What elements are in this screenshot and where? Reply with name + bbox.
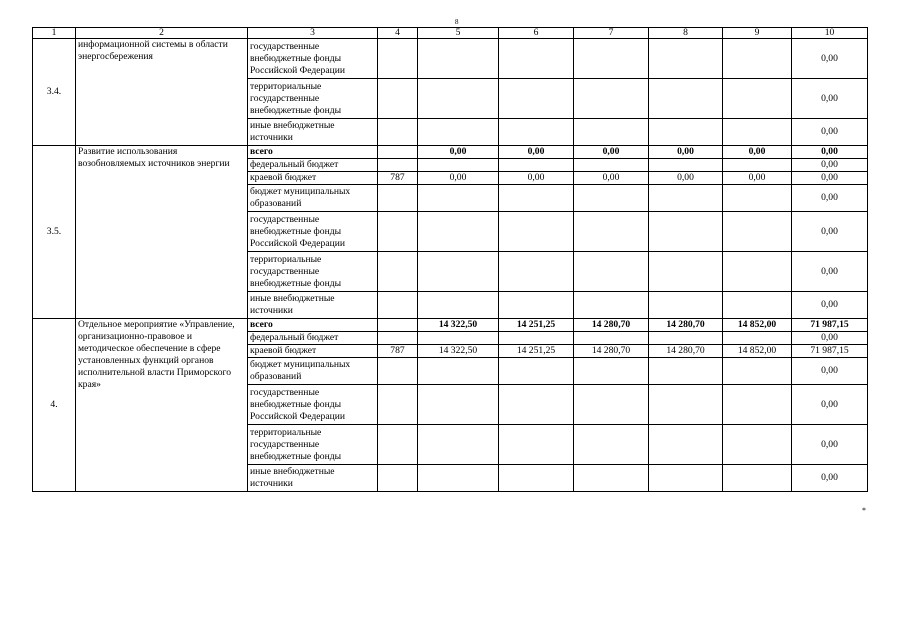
value-cell-c6	[499, 185, 574, 212]
funding-source: всего	[248, 319, 378, 332]
value-cell-c9	[723, 79, 792, 119]
value-cell-c8	[649, 79, 723, 119]
section-description: Отдельное мероприятие «Управление, организационно-правовое и методическое обеспечение в сфере установленных функций органов исполнительной власти Приморского края»	[76, 319, 248, 492]
value-cell-c10: 0,00	[792, 212, 868, 252]
value-cell-c4	[378, 425, 418, 465]
value-cell-c9	[723, 212, 792, 252]
value-cell-c6: 14 251,25	[499, 319, 574, 332]
value-cell-c9	[723, 358, 792, 385]
value-cell-c8	[649, 465, 723, 492]
header-cell: 1	[33, 28, 76, 39]
table-row	[33, 319, 868, 332]
value-cell-c7	[574, 212, 649, 252]
value-cell-c7: 0,00	[574, 172, 649, 185]
value-cell-c8: 0,00	[649, 172, 723, 185]
header-cell: 5	[418, 28, 499, 39]
value-cell-c5	[418, 185, 499, 212]
value-cell-c4	[378, 39, 418, 79]
value-cell-c6	[499, 159, 574, 172]
header-row	[33, 28, 868, 39]
header-cell: 3	[248, 28, 378, 39]
value-cell-c6: 14 251,25	[499, 345, 574, 358]
value-cell-c6	[499, 39, 574, 79]
section-number: 3.5.	[33, 146, 76, 319]
value-cell-c4	[378, 292, 418, 319]
value-cell-c10: 0,00	[792, 146, 868, 159]
value-cell-c6	[499, 332, 574, 345]
value-cell-c10: 0,00	[792, 119, 868, 146]
value-cell-c7	[574, 159, 649, 172]
value-cell-c4	[378, 465, 418, 492]
value-cell-c6	[499, 119, 574, 146]
value-cell-c6: 0,00	[499, 172, 574, 185]
value-cell-c9	[723, 292, 792, 319]
header-cell: 9	[723, 28, 792, 39]
value-cell-c9	[723, 252, 792, 292]
value-cell-c9	[723, 185, 792, 212]
value-cell-c6	[499, 252, 574, 292]
value-cell-c8	[649, 252, 723, 292]
funding-source: краевой бюджет	[248, 172, 378, 185]
value-cell-c6	[499, 465, 574, 492]
funding-source: федеральный бюджет	[248, 332, 378, 345]
value-cell-c4: 787	[378, 172, 418, 185]
value-cell-c4	[378, 358, 418, 385]
value-cell-c5: 0,00	[418, 146, 499, 159]
value-cell-c5	[418, 292, 499, 319]
table-row	[33, 39, 868, 79]
funding-source: федеральный бюджет	[248, 159, 378, 172]
value-cell-c10: 71 987,15	[792, 345, 868, 358]
value-cell-c7	[574, 332, 649, 345]
value-cell-c9: 0,00	[723, 172, 792, 185]
value-cell-c6	[499, 212, 574, 252]
value-cell-c5	[418, 385, 499, 425]
value-cell-c7	[574, 292, 649, 319]
value-cell-c10: 0,00	[792, 358, 868, 385]
value-cell-c10: 0,00	[792, 385, 868, 425]
value-cell-c8	[649, 119, 723, 146]
table-row	[33, 146, 868, 159]
value-cell-c9	[723, 332, 792, 345]
value-cell-c10: 0,00	[792, 39, 868, 79]
value-cell-c7	[574, 425, 649, 465]
funding-source: бюджет муниципальных образований	[248, 185, 378, 212]
value-cell-c6	[499, 358, 574, 385]
header-cell: 8	[649, 28, 723, 39]
header-cell: 6	[499, 28, 574, 39]
value-cell-c4	[378, 212, 418, 252]
funding-source: государственные внебюджетные фонды Российской Федерации	[248, 39, 378, 79]
section-number: 3.4.	[33, 39, 76, 146]
section-description: информационной системы в области энергосбережения	[76, 39, 248, 146]
value-cell-c6	[499, 292, 574, 319]
value-cell-c5	[418, 358, 499, 385]
funding-source: государственные внебюджетные фонды Российской Федерации	[248, 212, 378, 252]
funding-source: государственные внебюджетные фонды Российской Федерации	[248, 385, 378, 425]
section-number: 4.	[33, 319, 76, 492]
value-cell-c8	[649, 332, 723, 345]
header-cell: 7	[574, 28, 649, 39]
value-cell-c7: 0,00	[574, 146, 649, 159]
value-cell-c8	[649, 39, 723, 79]
value-cell-c10: 0,00	[792, 79, 868, 119]
value-cell-c7	[574, 39, 649, 79]
value-cell-c4: 787	[378, 345, 418, 358]
value-cell-c7	[574, 185, 649, 212]
value-cell-c7: 14 280,70	[574, 319, 649, 332]
value-cell-c8: 14 280,70	[649, 345, 723, 358]
header-cell: 4	[378, 28, 418, 39]
value-cell-c9: 14 852,00	[723, 319, 792, 332]
value-cell-c8	[649, 212, 723, 252]
value-cell-c10: 71 987,15	[792, 319, 868, 332]
value-cell-c4	[378, 159, 418, 172]
footer-mark: *	[862, 506, 866, 515]
value-cell-c7	[574, 252, 649, 292]
value-cell-c5	[418, 159, 499, 172]
value-cell-c5	[418, 119, 499, 146]
section-description: Развитие использования возобновляемых источников энергии	[76, 146, 248, 319]
value-cell-c5	[418, 465, 499, 492]
funding-source: территориальные государственные внебюджетные фонды	[248, 79, 378, 119]
funding-source: иные внебюджетные источники	[248, 119, 378, 146]
value-cell-c8	[649, 292, 723, 319]
value-cell-c5	[418, 332, 499, 345]
value-cell-c9: 0,00	[723, 146, 792, 159]
value-cell-c7: 14 280,70	[574, 345, 649, 358]
value-cell-c10: 0,00	[792, 425, 868, 465]
value-cell-c5	[418, 425, 499, 465]
value-cell-c8	[649, 185, 723, 212]
funding-source: иные внебюджетные источники	[248, 292, 378, 319]
value-cell-c6	[499, 385, 574, 425]
value-cell-c4	[378, 119, 418, 146]
budget-table	[32, 27, 868, 492]
header-cell: 2	[76, 28, 248, 39]
value-cell-c7	[574, 358, 649, 385]
value-cell-c9	[723, 465, 792, 492]
value-cell-c7	[574, 385, 649, 425]
value-cell-c5	[418, 79, 499, 119]
value-cell-c10: 0,00	[792, 252, 868, 292]
funding-source: территориальные государственные внебюджетные фонды	[248, 252, 378, 292]
value-cell-c4	[378, 146, 418, 159]
value-cell-c7	[574, 79, 649, 119]
value-cell-c8: 14 280,70	[649, 319, 723, 332]
value-cell-c10: 0,00	[792, 465, 868, 492]
value-cell-c4	[378, 332, 418, 345]
value-cell-c9	[723, 39, 792, 79]
value-cell-c9	[723, 425, 792, 465]
value-cell-c8	[649, 425, 723, 465]
value-cell-c4	[378, 185, 418, 212]
page-number: 8	[455, 18, 459, 26]
value-cell-c5	[418, 212, 499, 252]
funding-source: иные внебюджетные источники	[248, 465, 378, 492]
value-cell-c6	[499, 79, 574, 119]
value-cell-c8	[649, 358, 723, 385]
funding-source: бюджет муниципальных образований	[248, 358, 378, 385]
value-cell-c6	[499, 425, 574, 465]
value-cell-c5	[418, 39, 499, 79]
value-cell-c9	[723, 119, 792, 146]
value-cell-c10: 0,00	[792, 185, 868, 212]
value-cell-c4	[378, 79, 418, 119]
value-cell-c7	[574, 465, 649, 492]
value-cell-c8	[649, 159, 723, 172]
value-cell-c9: 14 852,00	[723, 345, 792, 358]
value-cell-c10: 0,00	[792, 332, 868, 345]
value-cell-c5: 14 322,50	[418, 345, 499, 358]
funding-source: краевой бюджет	[248, 345, 378, 358]
value-cell-c4	[378, 385, 418, 425]
value-cell-c5: 14 322,50	[418, 319, 499, 332]
value-cell-c10: 0,00	[792, 159, 868, 172]
funding-source: всего	[248, 146, 378, 159]
value-cell-c9	[723, 159, 792, 172]
value-cell-c8	[649, 385, 723, 425]
value-cell-c10: 0,00	[792, 172, 868, 185]
value-cell-c6: 0,00	[499, 146, 574, 159]
value-cell-c5: 0,00	[418, 172, 499, 185]
header-cell: 10	[792, 28, 868, 39]
funding-source: территориальные государственные внебюджетные фонды	[248, 425, 378, 465]
value-cell-c10: 0,00	[792, 292, 868, 319]
value-cell-c7	[574, 119, 649, 146]
value-cell-c4	[378, 319, 418, 332]
value-cell-c9	[723, 385, 792, 425]
value-cell-c5	[418, 252, 499, 292]
value-cell-c8: 0,00	[649, 146, 723, 159]
value-cell-c4	[378, 252, 418, 292]
